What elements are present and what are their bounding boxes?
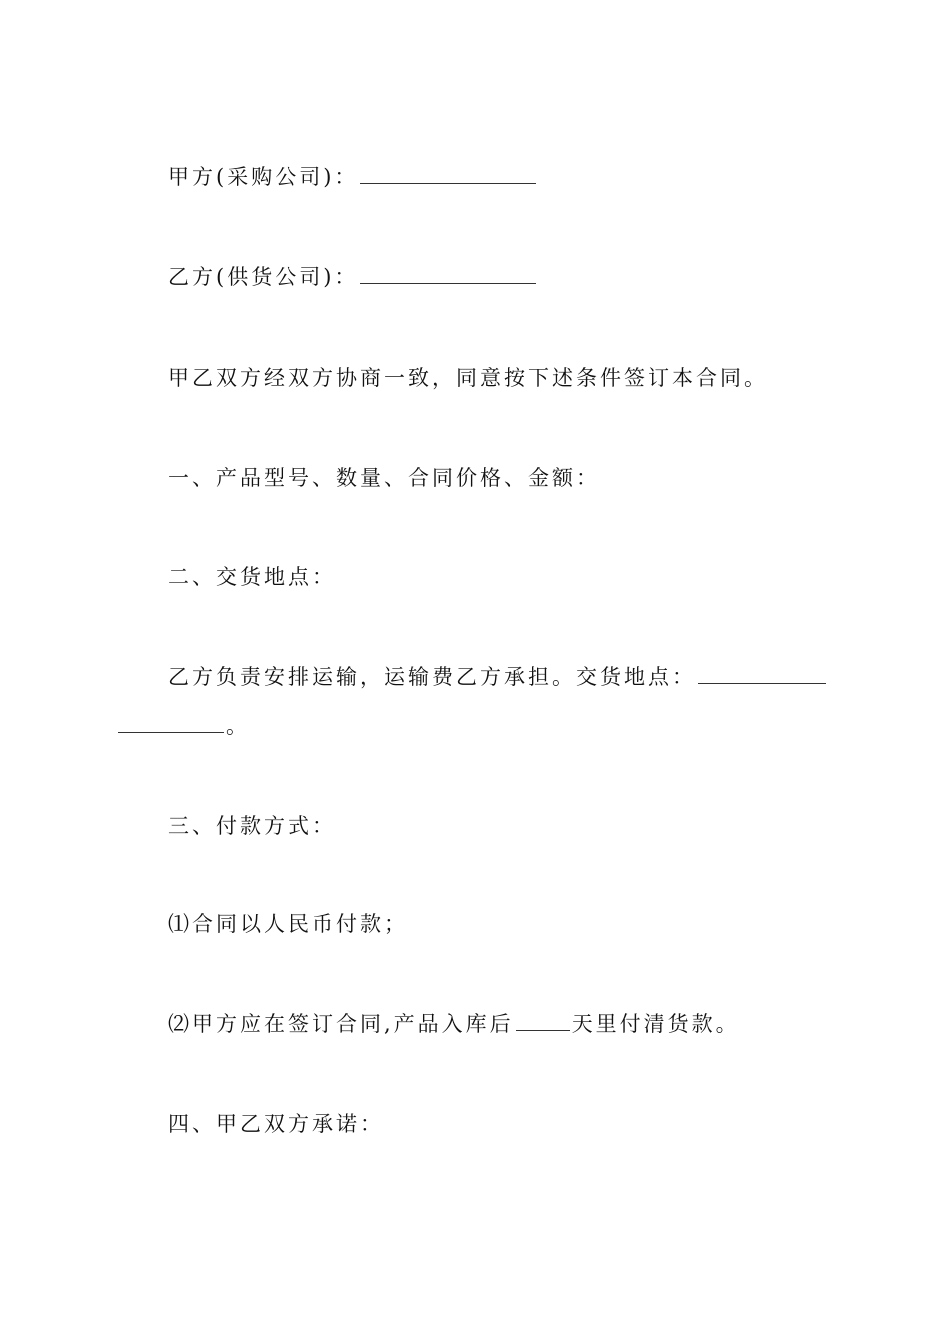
payment-2-post: 天里付清货款。 <box>571 1012 740 1036</box>
party-a-label: 甲方(采购公司)： <box>168 165 359 189</box>
section-4-heading: 四、甲乙双方承诺： <box>168 1112 384 1136</box>
party-a-line <box>168 163 538 191</box>
party-a-blank <box>360 165 536 184</box>
section-3-heading: 三、付款方式： <box>168 814 336 838</box>
party-b-label: 乙方(供货公司)： <box>168 265 359 289</box>
section-2-heading: 二、交货地点： <box>168 565 336 589</box>
delivery-line <box>168 663 828 691</box>
delivery-blank-2 <box>118 714 224 733</box>
delivery-text: 乙方负责安排运输，运输费乙方承担。交货地点： <box>168 665 696 689</box>
section-1-heading: 一、产品型号、数量、合同价格、金额： <box>168 466 600 490</box>
delivery-line-cont <box>118 712 250 740</box>
payment-item-1: ⑴合同以人民币付款； <box>168 912 408 936</box>
payment-2-pre: ⑵甲方应在签订合同,产品入库后 <box>168 1012 514 1036</box>
delivery-end: 。 <box>226 714 250 738</box>
payment-item-2 <box>168 1010 740 1038</box>
payment-days-blank <box>516 1012 570 1031</box>
party-b-line <box>168 263 538 291</box>
party-b-blank <box>360 265 536 284</box>
intro-paragraph: 甲乙双方经双方协商一致，同意按下述条件签订本合同。 <box>168 366 768 390</box>
delivery-blank-1 <box>698 665 826 684</box>
